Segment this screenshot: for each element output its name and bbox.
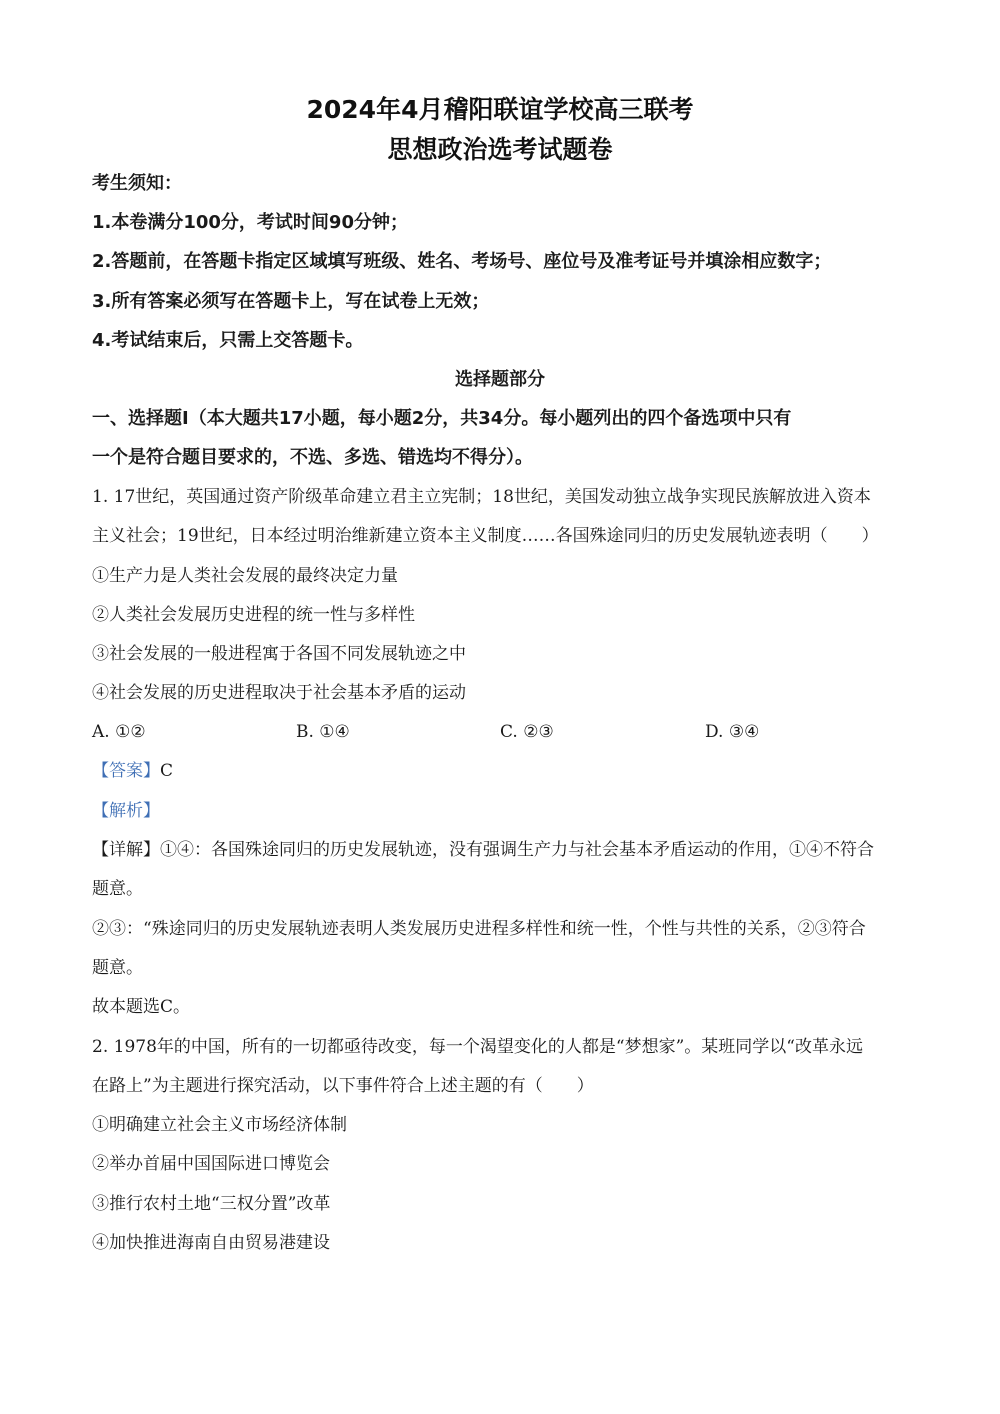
question-1-detail: 题意。 <box>92 879 143 899</box>
question-1-option-c: C. ②③ <box>500 722 554 742</box>
question-1-option-d: D. ③④ <box>705 722 760 742</box>
analysis-tag: 【解析】 <box>92 801 160 821</box>
question-1-detail: ②③：“殊途同归的历史发展轨迹表明人类发展历史进程多样性和统一性，个性与共性的关系，②③符合 <box>92 919 866 939</box>
question-2-stem: 在路上”为主题进行探究活动，以下事件符合上述主题的有（ ） <box>92 1076 594 1096</box>
question-1-statement: ①生产力是人类社会发展的最终决定力量 <box>92 566 398 586</box>
question-2-stem: 2. 1978年的中国，所有的一切都亟待改变，每一个渴望变化的人都是“梦想家”。某班同学以“改革永远 <box>92 1037 863 1057</box>
notice-item: 1.本卷满分100分，考试时间90分钟； <box>92 212 408 233</box>
exam-title: 2024年4月稽阳联谊学校高三联考 <box>306 95 694 124</box>
question-2-statement: ④加快推进海南自由贸易港建设 <box>92 1233 330 1253</box>
notice-item: 3.所有答案必须写在答题卡上，写在试卷上无效； <box>92 291 490 312</box>
question-1-conclusion: 故本题选C。 <box>92 997 191 1017</box>
answer-value: C <box>160 761 174 781</box>
question-1-statement: ③社会发展的一般进程寓于各国不同发展轨迹之中 <box>92 644 466 664</box>
section-instructions: 一个是符合题目要求的，不选、多选、错选均不得分）。 <box>92 447 533 468</box>
question-1-option-a: A. ①② <box>92 722 146 742</box>
question-1-detail: 【详解】①④：各国殊途同归的历史发展轨迹，没有强调生产力与社会基本矛盾运动的作用，①④不符合 <box>92 840 874 860</box>
notice-heading: 考生须知： <box>92 173 182 194</box>
question-1-statement: ②人类社会发展历史进程的统一性与多样性 <box>92 605 415 625</box>
section-instructions: 一、选择题Ⅰ（本大题共17小题，每小题2分，共34分。每小题列出的四个备选项中只有 <box>92 408 792 429</box>
notice-item: 2.答题前，在答题卡指定区域填写班级、姓名、考场号、座位号及准考证号并填涂相应数字； <box>92 251 832 272</box>
question-1-stem: 1. 17世纪，英国通过资产阶级革命建立君主立宪制；18世纪，美国发动独立战争实现民族解放进入资本 <box>92 487 871 507</box>
question-1-answer <box>92 759 922 783</box>
question-2-statement: ②举办首届中国国际进口博览会 <box>92 1154 330 1174</box>
question-1-option-b: B. ①④ <box>296 722 350 742</box>
question-2-statement: ①明确建立社会主义市场经济体制 <box>92 1115 347 1135</box>
answer-tag: 【答案】 <box>92 761 160 781</box>
exam-subtitle: 思想政治选考试题卷 <box>387 135 613 164</box>
notice-item: 4.考试结束后，只需上交答题卡。 <box>92 330 364 351</box>
section-title: 选择题部分 <box>455 369 545 390</box>
question-1-statement: ④社会发展的历史进程取决于社会基本矛盾的运动 <box>92 683 466 703</box>
question-1-detail: 题意。 <box>92 958 143 978</box>
question-2-statement: ③推行农村土地“三权分置”改革 <box>92 1194 331 1214</box>
question-1-stem: 主义社会；19世纪，日本经过明治维新建立资本主义制度……各国殊途同归的历史发展轨迹表明（ ） <box>92 526 879 546</box>
